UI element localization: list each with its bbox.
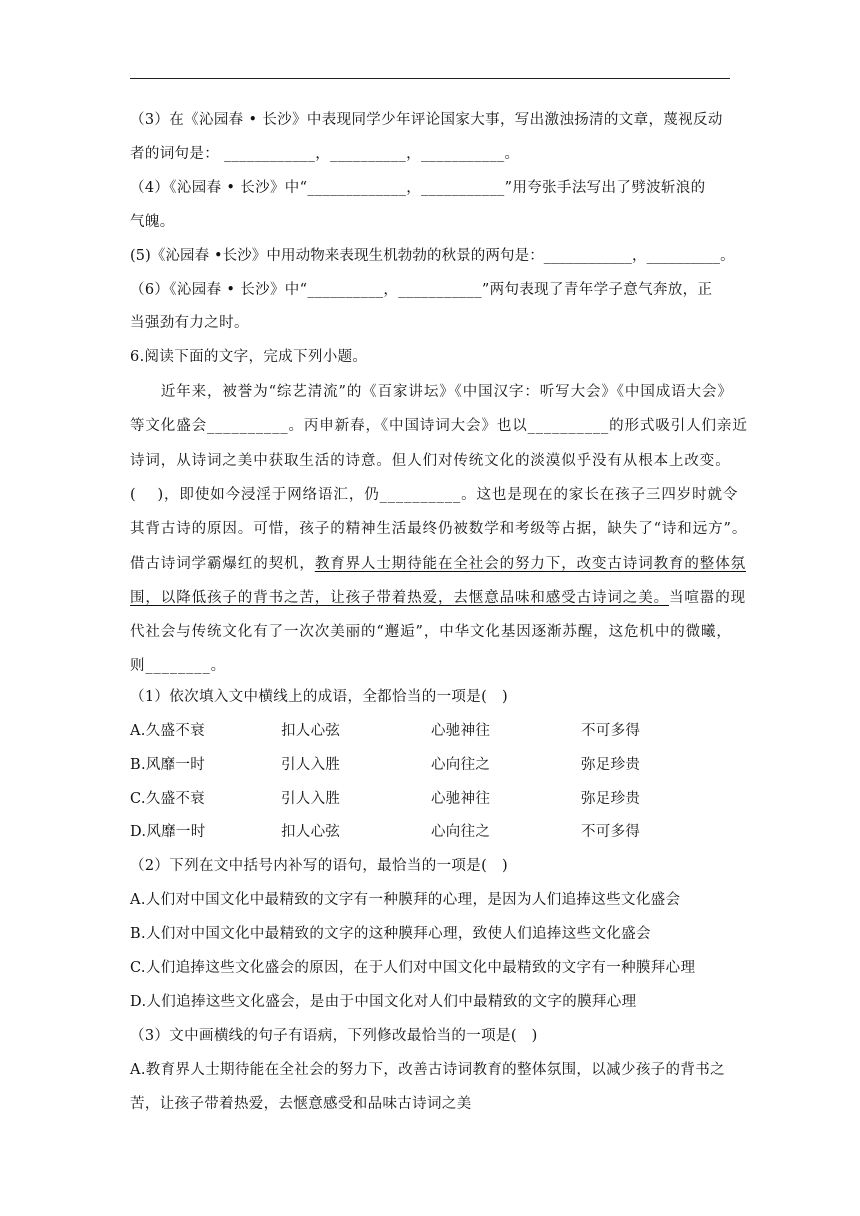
sub1-option-b-word1: B.风靡一时 xyxy=(130,757,206,773)
passage-line5: 其背古诗的原因。可惜，孩子的精神生活最终仍被数学和考级等占据，缺失了“诗和远方”。 xyxy=(130,521,748,537)
q4-line1: （4）《沁园春 • 长沙》中“_____________，___________”用夸张手法写出了劈波斩浪的 xyxy=(130,180,706,196)
passage-line1: 近年来，被誉为“综艺清流”的《百家讲坛》《中国汉字：听写大会》《中国成语大会》 xyxy=(130,384,733,400)
sub1-option-a-word2: 扣人心弦 xyxy=(281,723,341,739)
q3-line1: （3）在《沁园春 • 长沙》中表现同学少年评论国家大事，写出激浊扬清的文章，蔑视反动 xyxy=(130,112,723,128)
sub1-option-b-word2: 引人入胜 xyxy=(281,757,341,773)
sub1-option-a-word4: 不可多得 xyxy=(581,723,641,739)
sub1-option-a-word1: A.久盛不衰 xyxy=(130,723,205,739)
sub2-option-b[interactable]: B.人们对中国文化中最精致的文字的这种膜拜心理，致使人们追捧这些文化盛会 xyxy=(130,926,651,942)
sub1-option-b-word3: 心向往之 xyxy=(431,757,491,773)
sub1-option-c-word1: C.久盛不衰 xyxy=(130,791,205,807)
sub2-option-c[interactable]: C.人们追捧这些文化盛会的原因，在于人们对中国文化中最精致的文字有一种膜拜心理 xyxy=(130,960,696,976)
sub1-option-c-word3: 心驰神往 xyxy=(431,791,491,807)
sub1-question: （1）依次填入文中横线上的成语，全都恰当的一项是( ) xyxy=(130,689,508,705)
sub1-option-b-word4: 弥足珍贵 xyxy=(581,757,641,773)
passage-line7 xyxy=(130,586,746,607)
passage-line2: 等文化盛会__________。丙申新春，《中国诗词大会》也以__________的形式吸引人们亲近 xyxy=(130,418,748,434)
sub2-option-d[interactable]: D.人们追捧这些文化盛会，是由于中国文化对人们中最精致的文字的膜拜心理 xyxy=(130,994,637,1010)
sub1-option-d-word1: D.风靡一时 xyxy=(130,824,206,840)
sub1-option-d-word2: 扣人心弦 xyxy=(281,824,341,840)
sub1-option-d-word4: 不可多得 xyxy=(581,824,641,840)
header-rule xyxy=(130,78,730,79)
passage-underlined-sentence-part2: 围，以降低孩子的背书之苦，让孩子带着热爱，去惬意品味和感受古诗词之美。 xyxy=(130,590,669,606)
sub1-option-c-word4: 弥足珍贵 xyxy=(581,791,641,807)
sub3-question: （3）文中画横线的句子有语病，下列修改最恰当的一项是( ) xyxy=(130,1028,538,1044)
passage-line6 xyxy=(130,552,747,573)
sub3-option-a-line1: A.教育界人士期待能在全社会的努力下，改善古诗词教育的整体氛围，以减少孩子的背书之 xyxy=(130,1062,725,1078)
q6-line1: （6）《沁园春 • 长沙》中“__________，___________”两句表现了青年学子意气奔放，正 xyxy=(130,282,713,298)
passage-line7-plain: 当喧嚣的现 xyxy=(669,590,746,606)
q6-line2: 当强劲有力之时。 xyxy=(130,315,249,331)
passage-line6-plain: 借古诗词学霸爆红的契机， xyxy=(130,556,315,572)
q4-line2: 气魄。 xyxy=(130,214,175,230)
passage-line3: 诗词，从诗词之美中获取生活的诗意。但人们对传统文化的淡漠似乎没有从根本上改变。 xyxy=(130,453,731,469)
passage-line8: 代社会与传统文化有了一次次美丽的“邂逅”，中华文化基因逐渐苏醒，这危机中的微曦， xyxy=(130,624,732,640)
sub1-option-d-word3: 心向往之 xyxy=(431,824,491,840)
section6-heading: 6.阅读下面的文字，完成下列小题。 xyxy=(130,349,368,365)
sub3-option-a-line2: 苦，让孩子带着热爱，去惬意感受和品味古诗词之美 xyxy=(130,1096,472,1112)
sub1-option-a-word3: 心驰神往 xyxy=(431,723,491,739)
sub2-question: （2）下列在文中括号内补写的语句，最恰当的一项是( ) xyxy=(130,858,508,874)
q3-line2: 者的词句是： ____________，__________，___________。 xyxy=(130,146,520,162)
passage-line9: 则________。 xyxy=(130,658,226,674)
passage-underlined-sentence-part1: 教育界人士期待能在全社会的努力下，改变古诗词教育的整体氛 xyxy=(314,556,747,572)
sub2-option-a[interactable]: A.人们对中国文化中最精致的文字有一种膜拜的心理，是因为人们追捧这些文化盛会 xyxy=(130,892,681,908)
q5-line1: (5)《沁园春 •长沙》中用动物来表现生机勃勃的秋景的两句是：____________，__________。 xyxy=(130,248,735,264)
sub1-option-c-word2: 引人入胜 xyxy=(281,791,341,807)
passage-line4: ( )，即使如今浸淫于网络语汇，仍__________。这也是现在的家长在孩子三四岁时就令 xyxy=(130,487,739,503)
